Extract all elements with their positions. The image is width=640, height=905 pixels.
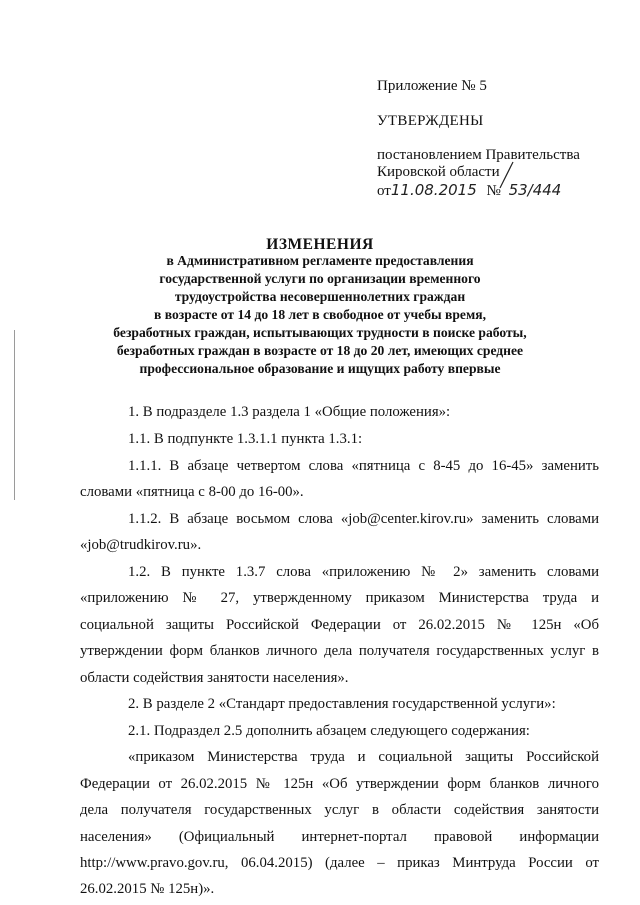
approved-label: УТВЕРЖДЕНЫ [377, 113, 484, 129]
subtitle-line: трудоустройства несовершеннолетних граждан [174, 289, 466, 304]
body-line: 1.1.2. В абзаце восьмом слова «job@center.kirov.ru» заменить словами [128, 511, 599, 527]
body-line: 1. В подразделе 1.3 раздела 1 «Общие положения»: [128, 404, 451, 420]
subtitle-line: профессиональное образование и ищущих работу впервые [139, 361, 501, 376]
appendix-label: Приложение № 5 [377, 78, 487, 94]
body-line: словами «пятница с 8-00 до 16-00». [80, 484, 304, 500]
decree-line-2: Кировской области [377, 164, 500, 180]
handwritten-date: 11.08.2015 [390, 181, 477, 199]
body-line: социальной защиты Российской Федерации от 26.02.2015 № 125н «Об [80, 617, 599, 633]
date-prefix: от [377, 183, 391, 199]
subtitle-line: в возрасте от 14 до 18 лет в свободное от учебы время, [154, 307, 486, 322]
subtitle-line: в Административном регламенте предоставления [166, 253, 474, 268]
number-prefix: № [486, 183, 501, 199]
body-line: http://www.pravo.gov.ru, 06.04.2015) (далее – приказ Минтруда России от [80, 855, 599, 871]
subtitle-line: государственной услуги по организации временного [159, 271, 481, 286]
handwritten-number: 53/444 [508, 181, 562, 199]
body-line: 2. В разделе 2 «Стандарт предоставления государственной услуги»: [128, 696, 556, 712]
body-line: утверждении форм бланков личного дела получателя государственных услуг в [80, 643, 599, 659]
subtitle-line: безработных граждан, испытывающих трудности в поиске работы, [113, 325, 527, 340]
decree-line-1: постановлением Правительства [377, 147, 580, 163]
body-line: 1.2. В пункте 1.3.7 слова «приложению № 2» заменить словами [128, 564, 599, 580]
body-line: Федерации от 26.02.2015 № 125н «Об утверждении форм бланков личного [80, 776, 599, 792]
signature-stroke [496, 160, 516, 190]
body-line: 1.1.1. В абзаце четвертом слова «пятница с 8-45 до 16-45» заменить [128, 458, 599, 474]
body-line: «job@trudkirov.ru». [80, 537, 202, 553]
body-line: области содействия занятости населения». [80, 670, 349, 686]
body-line: населения» (Официальный интернет-портал правовой информации [80, 829, 599, 845]
body-line: «приказом Министерства труда и социальной защиты Российской [128, 749, 599, 765]
document-title: ИЗМЕНЕНИЯ [266, 236, 374, 253]
subtitle-line: безработных граждан в возрасте от 18 до 20 лет, имеющих среднее [116, 343, 524, 358]
body-line: 2.1. Подраздел 2.5 дополнить абзацем следующего содержания: [128, 723, 530, 739]
decree-date-line [377, 181, 561, 200]
body-line: «приложению № 27, утвержденному приказом Министерства труда и [80, 590, 599, 606]
body-line: 1.1. В подпункте 1.3.1.1 пункта 1.3.1: [128, 431, 363, 447]
body-line: 26.02.2015 № 125н)». [80, 881, 215, 897]
body-line: дела получателя государственных услуг в области содействия занятости [80, 802, 599, 818]
